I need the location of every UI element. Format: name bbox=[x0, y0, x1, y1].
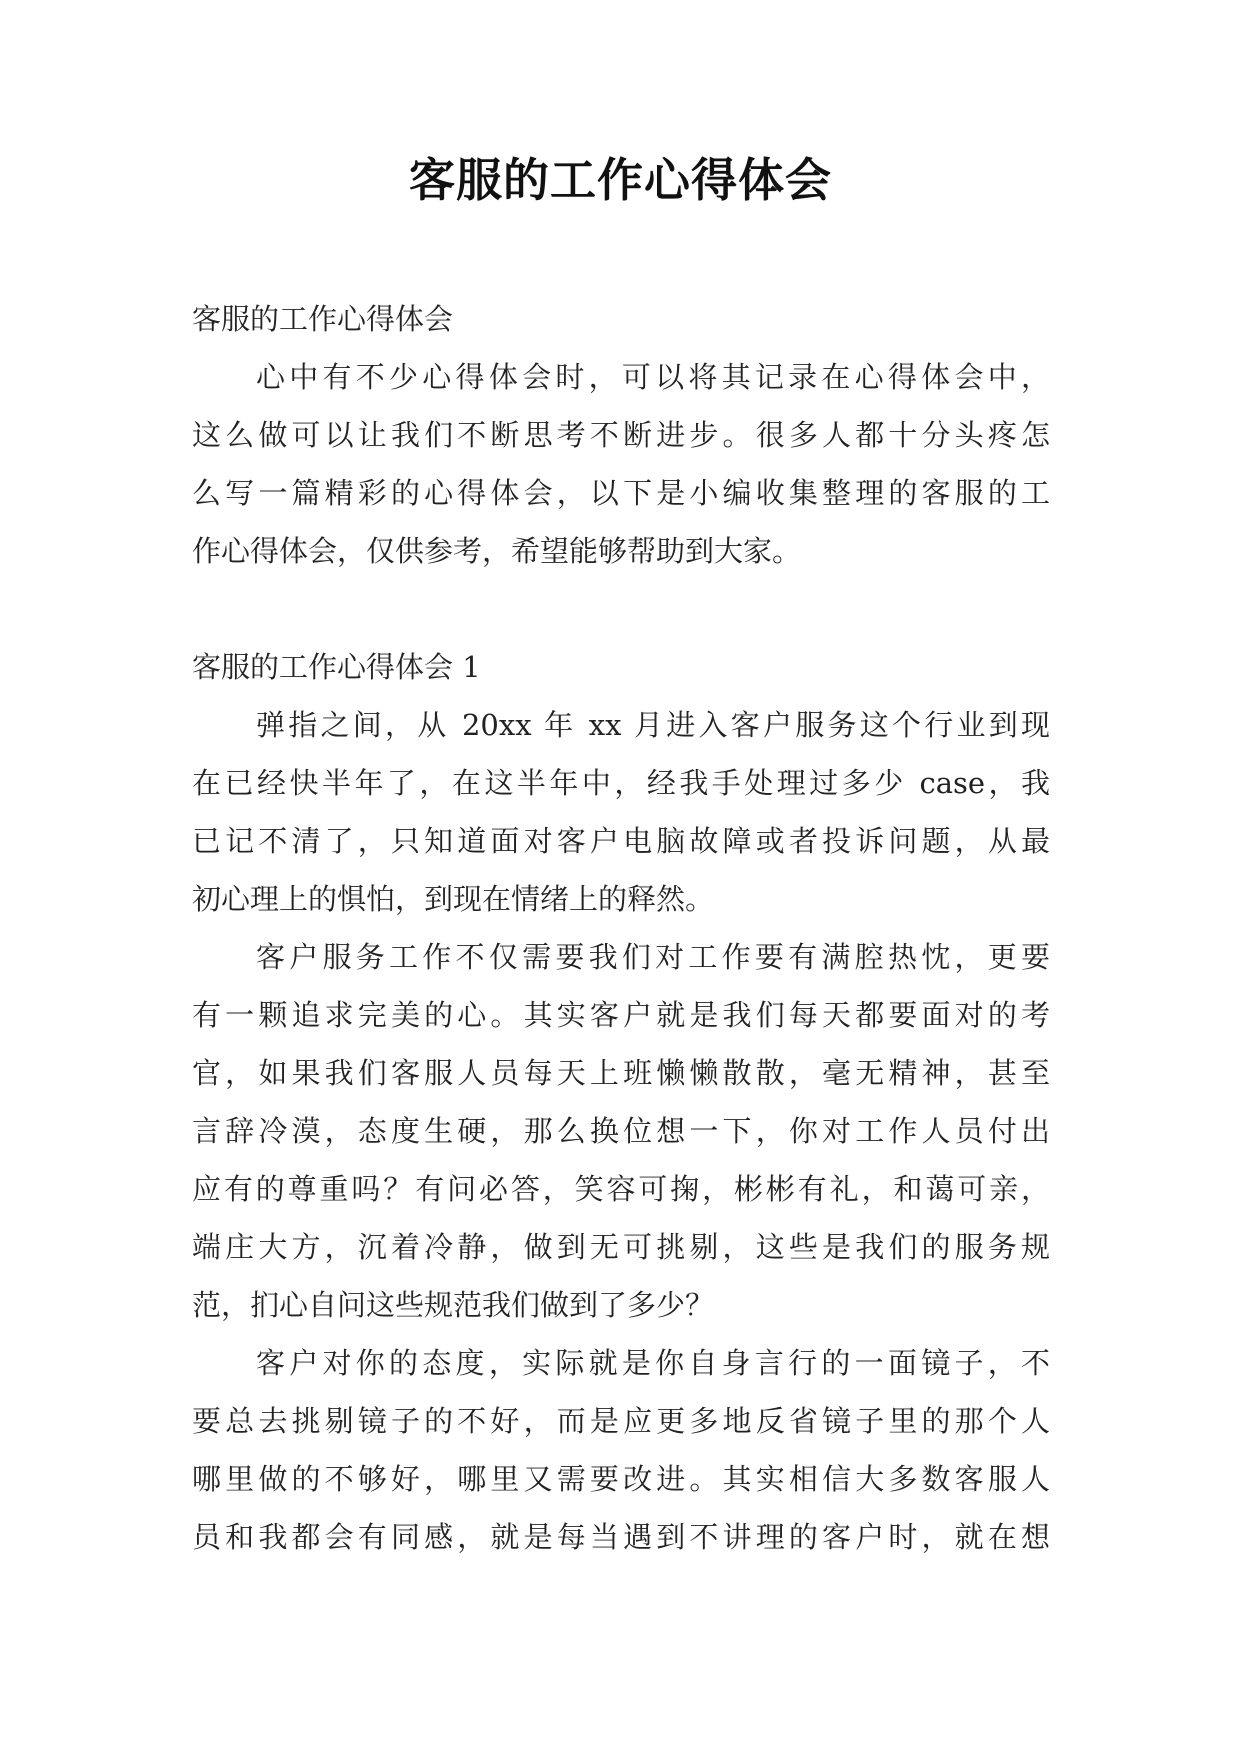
page-title: 客服的工作心得体会 bbox=[409, 153, 832, 207]
paragraph-line: 心中有不少心得体会时，可以将其记录在心得体会中， bbox=[256, 360, 1050, 394]
paragraph-line: 员和我都会有同感，就是每当遇到不讲理的客户时，就在想 bbox=[192, 1520, 1050, 1554]
document-body bbox=[192, 290, 1050, 1566]
paragraph-line: 客户对你的态度，实际就是你自身言行的一面镜子，不 bbox=[256, 1346, 1050, 1380]
paragraph-line: 这么做可以让我们不断思考不断进步。很多人都十分头疼怎 bbox=[192, 418, 1050, 452]
paragraph-line: 官，如果我们客服人员每天上班懒懒散散，毫无精神，甚至 bbox=[192, 1056, 1050, 1090]
paragraph-line: 客户服务工作不仅需要我们对工作要有满腔热忱，更要 bbox=[256, 940, 1050, 974]
paragraph-line: 作心得体会，仅供参考，希望能够帮助到大家。 bbox=[192, 534, 802, 568]
intro-heading: 客服的工作心得体会 bbox=[192, 302, 454, 336]
paragraph-line: 初心理上的惧怕，到现在情绪上的释然。 bbox=[192, 882, 715, 916]
paragraph-line: 已记不清了，只知道面对客户电脑故障或者投诉问题，从最 bbox=[192, 824, 1050, 858]
paragraph-line: 弹指之间，从 20xx 年 xx 月进入客户服务这个行业到现 bbox=[256, 708, 1050, 742]
paragraph-line: 么写一篇精彩的心得体会，以下是小编收集整理的客服的工 bbox=[192, 476, 1050, 510]
paragraph-line: 应有的尊重吗？有问必答，笑容可掬，彬彬有礼，和蔼可亲， bbox=[192, 1172, 1050, 1206]
paragraph-line: 要总去挑剔镜子的不好，而是应更多地反省镜子里的那个人 bbox=[192, 1404, 1050, 1438]
paragraph-line: 范，扪心自问这些规范我们做到了多少？ bbox=[192, 1288, 715, 1322]
paragraph-line: 言辞冷漠，态度生硬，那么换位想一下，你对工作人员付出 bbox=[192, 1114, 1050, 1148]
paragraph-line: 在已经快半年了，在这半年中，经我手处理过多少 case，我 bbox=[192, 766, 1050, 800]
paragraph-spacer bbox=[192, 580, 1050, 638]
paragraph-line: 有一颗追求完美的心。其实客户就是我们每天都要面对的考 bbox=[192, 998, 1050, 1032]
paragraph-line: 哪里做的不够好，哪里又需要改进。其实相信大多数客服人 bbox=[192, 1462, 1050, 1496]
section-heading: 客服的工作心得体会 1 bbox=[192, 650, 481, 684]
paragraph-line: 端庄大方，沉着冷静，做到无可挑剔，这些是我们的服务规 bbox=[192, 1230, 1050, 1264]
